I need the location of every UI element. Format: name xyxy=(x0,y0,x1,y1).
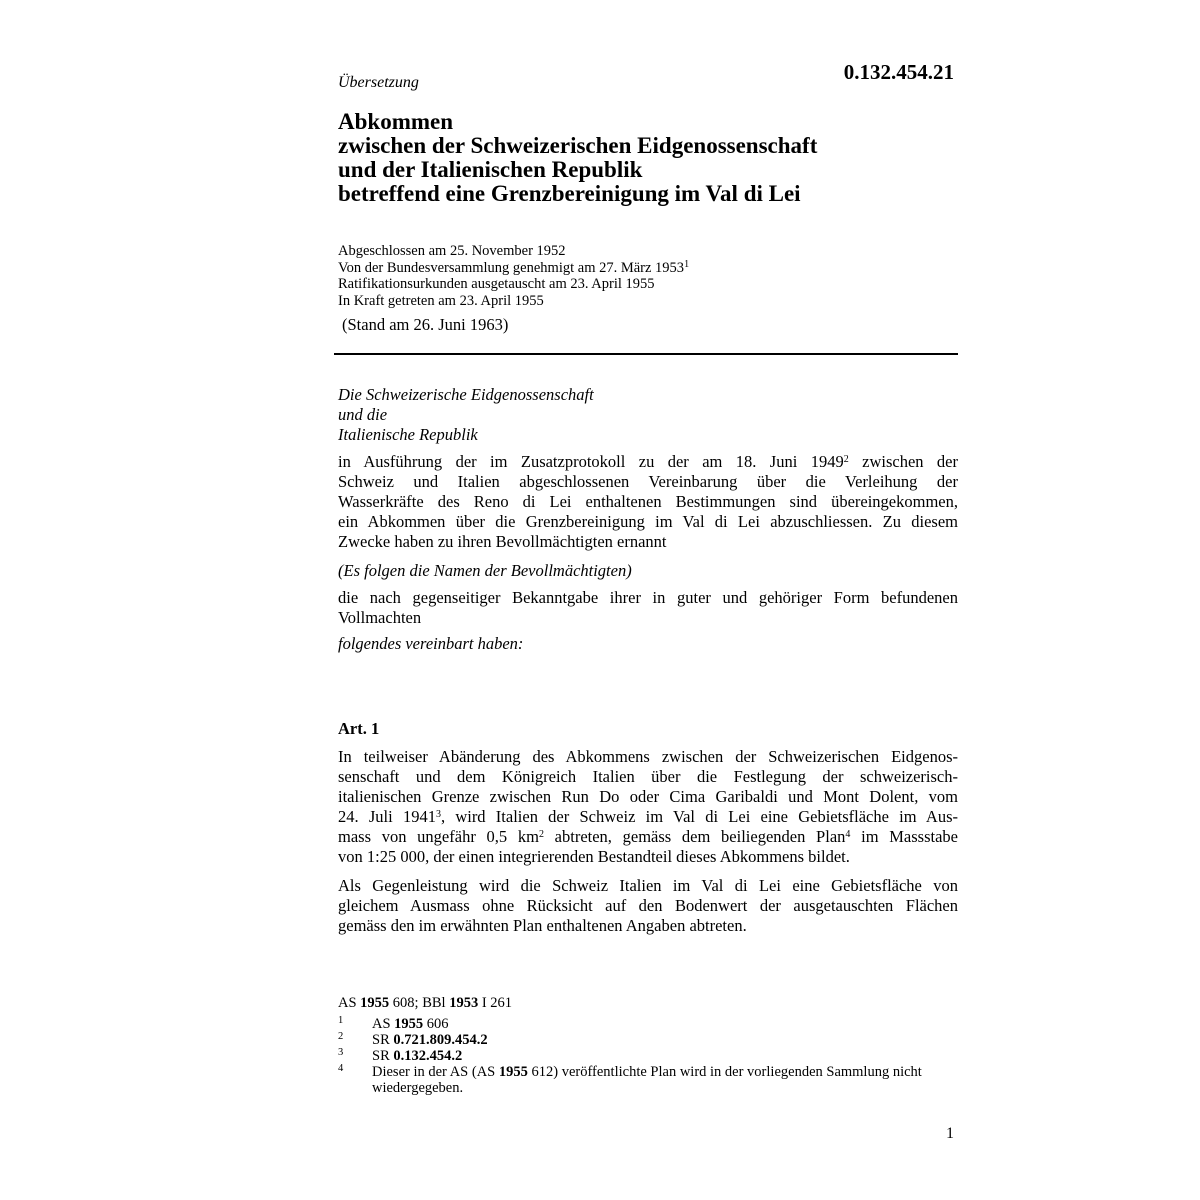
footnote: 3 SR 0.132.454.2 xyxy=(338,1047,463,1064)
article-heading: Art. 1 xyxy=(338,719,380,738)
footnote-ref: 1 xyxy=(684,258,690,270)
in-force-date: In Kraft getreten am 23. April 1955 xyxy=(338,292,544,309)
source-reference: AS 1955 608; BBl 1953 I 261 xyxy=(338,995,513,1011)
party-line: und die xyxy=(338,405,388,424)
title-line: Abkommen xyxy=(338,109,454,134)
footnote-ref: 3 xyxy=(435,809,441,820)
title-line: zwischen der Schweizerischen Eidgenossenschaft xyxy=(338,133,818,158)
preamble-paragraph: in Ausführung der im Zusatzprotokoll zu der am 18. Juni 1949$^2$ zwischen der Schweiz und Italien abgeschlossenen Vereinbarung über die Verleihung der Wasserkräfte des Reno di Lei enthaltenen Bestimmungen sind übereingekommen, ein Abkommen über die Grenzbereinigung im Val di Lei abzuschliessen. Zu diesem Zwecke haben zu ihren Bevollmächtigten ernannt xyxy=(338,452,958,551)
footnotes xyxy=(338,1016,952,1096)
page-number: 1 xyxy=(946,1125,954,1142)
title-line: betreffend eine Grenzbereinigung im Val di Lei xyxy=(338,181,801,206)
footnote-number: 4 xyxy=(338,1063,344,1074)
footnote-ref: 4 xyxy=(845,829,851,840)
party-line: Italienische Republik xyxy=(338,425,478,444)
footnote: 2 SR 0.721.809.454.2 xyxy=(338,1031,488,1048)
treaty-dates xyxy=(338,243,689,309)
title-line: und der Italienischen Republik xyxy=(338,157,643,182)
party-line: Die Schweizerische Eidgenossenschaft xyxy=(338,385,594,404)
plenipotentiaries-note: (Es folgen die Namen der Bevollmächtigten) xyxy=(338,561,632,580)
translation-label: Übersetzung xyxy=(338,74,419,91)
footnote-number: 3 xyxy=(338,1047,344,1058)
status-date: (Stand am 26. Juni 1963) xyxy=(342,315,509,334)
footnote: 4 Dieser in der AS (AS 1955 612) veröffentlichte Plan wird in der vorliegenden Sammlung nicht wiedergegeben. xyxy=(338,1063,922,1096)
footnote-number: 1 xyxy=(338,1015,344,1026)
full-powers-paragraph: die nach gegenseitiger Bekanntgabe ihrer in guter und gehöriger Form befundenen Vollmachten xyxy=(338,588,958,627)
article-paragraph: In teilweiser Abänderung des Abkommens zwischen der Schweizerischen Eidgenos- senschaft und dem Königreich Italien über die Festlegung der schweizerisch- italienischen Grenze zwischen Run Do oder Cima Garibaldi und Mont Dolent, vom 24. Juli 1941$^3$, wird Italien der Schweiz im Val di Lei eine Gebietsfläche im Aus- mass von ungefähr 0,5 $km^2$ abtreten, gemäss dem beiliegenden Plan$^4$ im Massstabe von 1:25 000, der einen integrierenden Bestandteil dieses Abkommens bildet. xyxy=(338,747,959,866)
document-title xyxy=(338,110,817,206)
agreed-clause: folgendes vereinbart haben: xyxy=(338,634,524,653)
concluded-date: Abgeschlossen am 25. November 1952 xyxy=(338,243,566,259)
footnote: 1 AS 1955 606 xyxy=(338,1015,449,1032)
approved-date: Von der Bundesversammlung genehmigt am 27. März 1953$^1$ xyxy=(338,258,690,276)
article-paragraph: Als Gegenleistung wird die Schweiz Italien im Val di Lei eine Gebietsfläche von gleichem Ausmass ohne Rücksicht auf den Bodenwert der ausgetauschten Flächen gemäss den im erwähnten Plan enthaltenen Angaben abtreten. xyxy=(338,876,958,935)
divider xyxy=(334,353,958,355)
superscript-squared: 2 xyxy=(538,829,544,840)
ratified-date: Ratifikationsurkunden ausgetauscht am 23. April 1955 xyxy=(338,276,655,292)
footnote-number: 2 xyxy=(338,1031,344,1042)
sr-number: 0.132.454.21 xyxy=(843,60,954,84)
contracting-parties xyxy=(338,385,594,445)
footnote-ref: 2 xyxy=(843,454,849,465)
